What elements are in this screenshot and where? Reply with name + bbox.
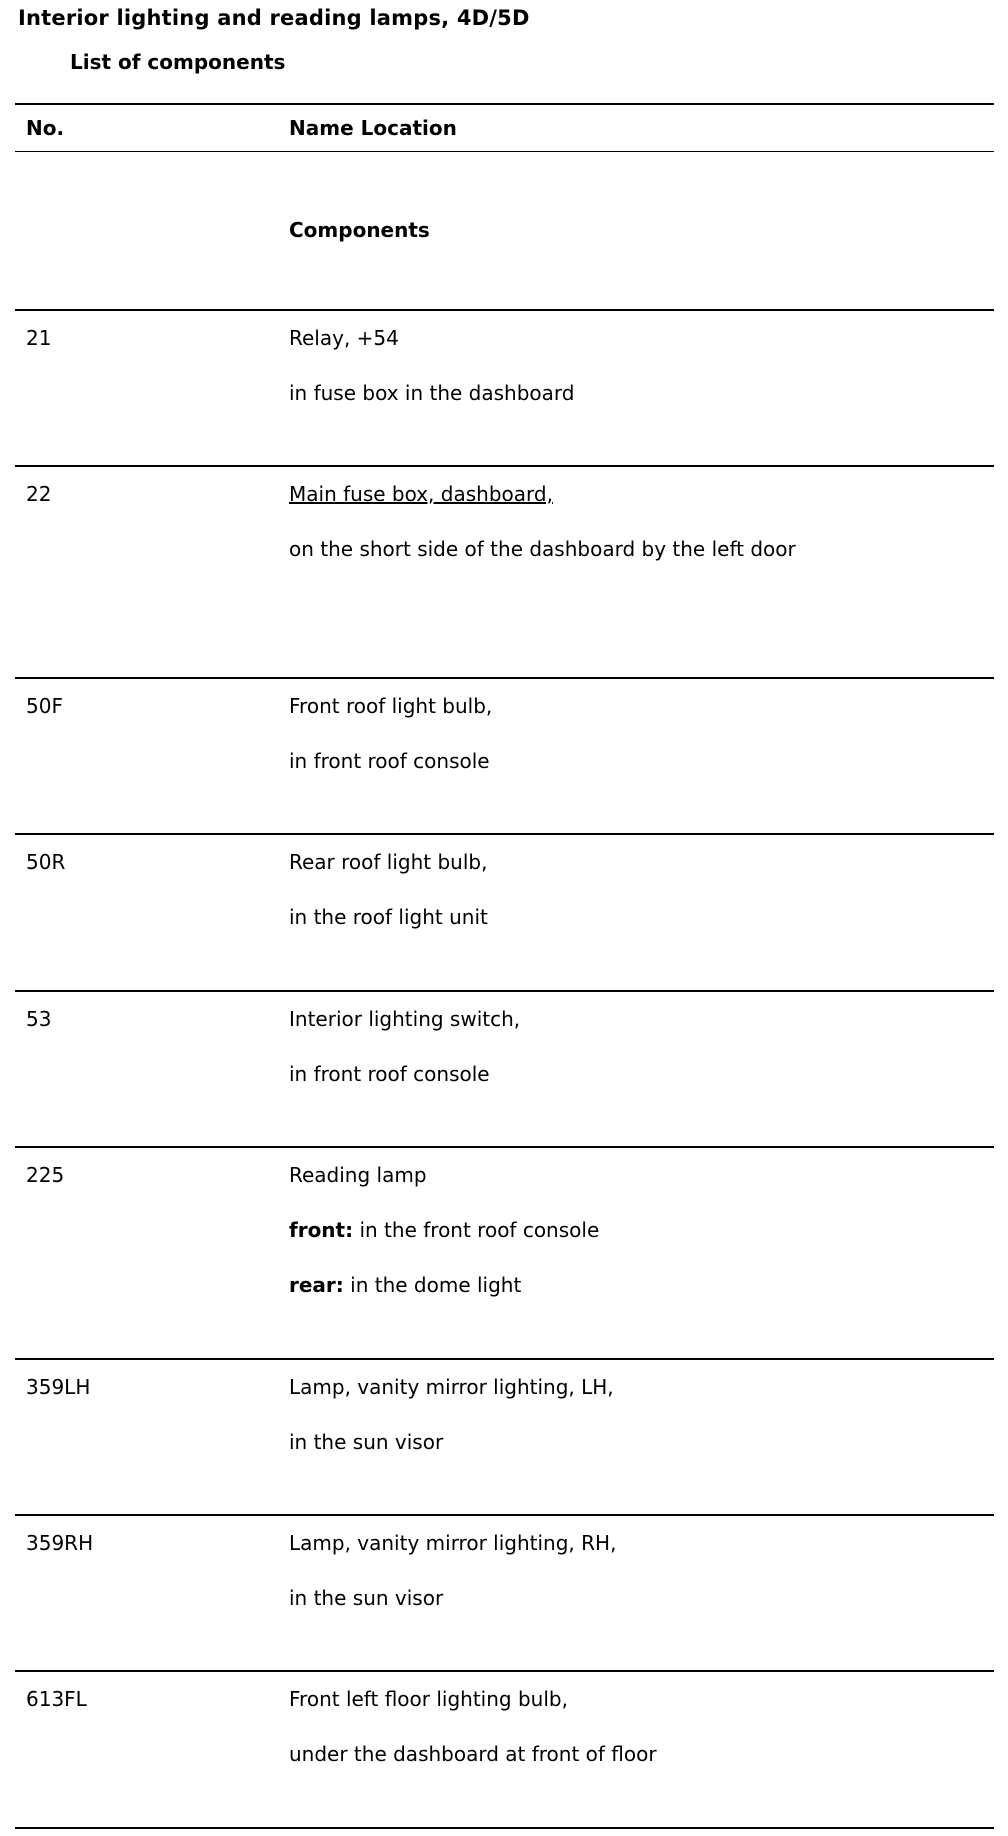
row-number: 359RH: [26, 1531, 94, 1555]
component-location: in fuse box in the dashboard: [289, 381, 575, 405]
row-description: [289, 482, 989, 592]
row-number: 225: [26, 1163, 65, 1187]
column-header-name-location: Name Location: [289, 116, 457, 140]
row-number: 50R: [26, 850, 66, 874]
row-number: 613FL: [26, 1687, 87, 1711]
component-name: Lamp, vanity mirror lighting, LH,: [289, 1375, 614, 1399]
table-row-separator: [15, 677, 994, 679]
row-number: 53: [26, 1007, 52, 1031]
rear-location-line: [289, 1273, 989, 1328]
front-location-line: [289, 1218, 989, 1273]
header-bottom-rule: [15, 151, 994, 152]
component-location: in front roof console: [289, 1062, 490, 1086]
row-number: 359LH: [26, 1375, 91, 1399]
component-name: Front left floor lighting bulb,: [289, 1687, 568, 1711]
column-header-no: No.: [26, 116, 65, 140]
row-number: 21: [26, 326, 52, 350]
table-bottom-rule: [15, 1827, 994, 1829]
row-description: [289, 850, 989, 960]
component-name: Rear roof light bulb,: [289, 850, 488, 874]
row-number: 50F: [26, 694, 63, 718]
row-description: [289, 694, 989, 804]
table-row-separator: [15, 1670, 994, 1672]
table-row-separator: [15, 1358, 994, 1360]
row-description: [289, 1007, 989, 1117]
row-number: 22: [26, 482, 52, 506]
document-title: Interior lighting and reading lamps, 4D/5D: [18, 6, 530, 30]
rear-label: rear:: [289, 1273, 344, 1297]
table-row-separator: [15, 465, 994, 467]
table-top-rule: [15, 103, 994, 105]
table-row-separator: [15, 833, 994, 835]
front-location: in the front roof console: [359, 1218, 600, 1242]
component-location: under the dashboard at front of floor: [289, 1742, 657, 1766]
component-location: in the sun visor: [289, 1586, 444, 1610]
component-location: in the roof light unit: [289, 905, 488, 929]
document-subtitle: List of components: [70, 50, 286, 74]
component-location: in the sun visor: [289, 1430, 444, 1454]
table-row-separator: [15, 1146, 994, 1148]
component-location: in front roof console: [289, 749, 490, 773]
front-label: front:: [289, 1218, 354, 1242]
row-description: [289, 1163, 989, 1328]
component-name: Front roof light bulb,: [289, 694, 493, 718]
rear-location: in the dome light: [350, 1273, 522, 1297]
section-title: Components: [289, 218, 430, 242]
component-name: Lamp, vanity mirror lighting, RH,: [289, 1531, 617, 1555]
row-description: [289, 1531, 989, 1641]
row-description: [289, 1375, 989, 1485]
row-description: [289, 1687, 989, 1797]
table-row-separator: [15, 1514, 994, 1516]
table-row-separator: [15, 309, 994, 311]
component-name: Interior lighting switch,: [289, 1007, 521, 1031]
component-location: on the short side of the dashboard by the left door: [289, 537, 796, 561]
table-row-separator: [15, 990, 994, 992]
component-name: Reading lamp: [289, 1163, 427, 1187]
component-name: Relay, +54: [289, 326, 399, 350]
component-name: Main fuse box, dashboard,: [289, 482, 553, 506]
row-description: [289, 326, 989, 436]
